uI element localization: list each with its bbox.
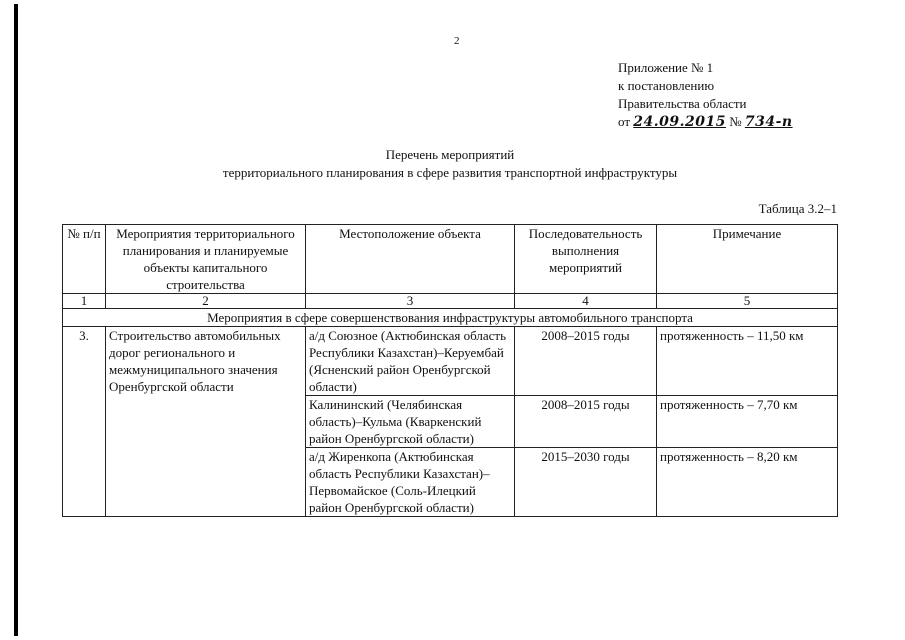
item-number: 3. <box>63 327 106 517</box>
date-prefix: от <box>618 114 631 129</box>
header-note: Примечание <box>657 225 838 294</box>
title-line-2: территориального планирования в сфере развития транспортной инфраструктуры <box>222 165 678 180</box>
title-line-1: Перечень мероприятий <box>385 147 515 162</box>
column-number: 2 <box>106 294 306 309</box>
note-cell: протяженность – 7,70 км <box>657 396 838 448</box>
appendix-date-line <box>618 113 793 131</box>
column-number: 1 <box>63 294 106 309</box>
table-header-row <box>63 225 838 294</box>
column-number: 3 <box>306 294 515 309</box>
handwritten-number: 734-п <box>744 114 793 130</box>
column-number: 4 <box>515 294 657 309</box>
header-sequence: Последовательность выполнения мероприятий <box>515 225 657 294</box>
section-row <box>63 309 838 327</box>
item-name: Строительство автомобильных дорог регионального и межмуниципального значения Оренбургской области <box>106 327 306 517</box>
header-measures: Мероприятия территориального планирования и планируемые объекты капитального строительства <box>106 225 306 294</box>
measures-table <box>62 224 838 517</box>
appendix-block <box>618 59 793 131</box>
header-num: № п/п <box>63 225 106 294</box>
period-cell: 2008–2015 годы <box>515 396 657 448</box>
binding-edge <box>14 4 18 636</box>
note-cell: протяженность – 11,50 км <box>657 327 838 396</box>
appendix-line-1: Приложение № 1 <box>618 60 714 75</box>
document-title <box>100 146 800 182</box>
location-cell: а/д Жиренкопа (Актюбинская область Республики Казахстан)–Первомайское (Соль-Илецкий район Оренбургской области) <box>306 448 515 517</box>
column-number-row <box>63 294 838 309</box>
appendix-line-3: Правительства области <box>618 96 747 111</box>
section-title: Мероприятия в сфере совершенствования инфраструктуры автомобильного транспорта <box>63 309 838 327</box>
number-prefix: № <box>729 114 742 129</box>
period-cell: 2015–2030 годы <box>515 448 657 517</box>
header-location: Местоположение объекта <box>306 225 515 294</box>
table-label: Таблица 3.2–1 <box>758 201 837 216</box>
note-cell: протяженность – 8,20 км <box>657 448 838 517</box>
table-row <box>63 327 838 396</box>
appendix-line-2: к постановлению <box>618 78 715 93</box>
column-number: 5 <box>657 294 838 309</box>
period-cell: 2008–2015 годы <box>515 327 657 396</box>
page-number: 2 <box>454 35 460 47</box>
handwritten-date: 24.09.2015 <box>633 114 726 130</box>
location-cell: а/д Союзное (Актюбинская область Республики Казахстан)–Керуембай (Ясненский район Оренбургской области) <box>306 327 515 396</box>
location-cell: Калининский (Челябинская область)–Кульма (Кваркенский район Оренбургской области) <box>306 396 515 448</box>
